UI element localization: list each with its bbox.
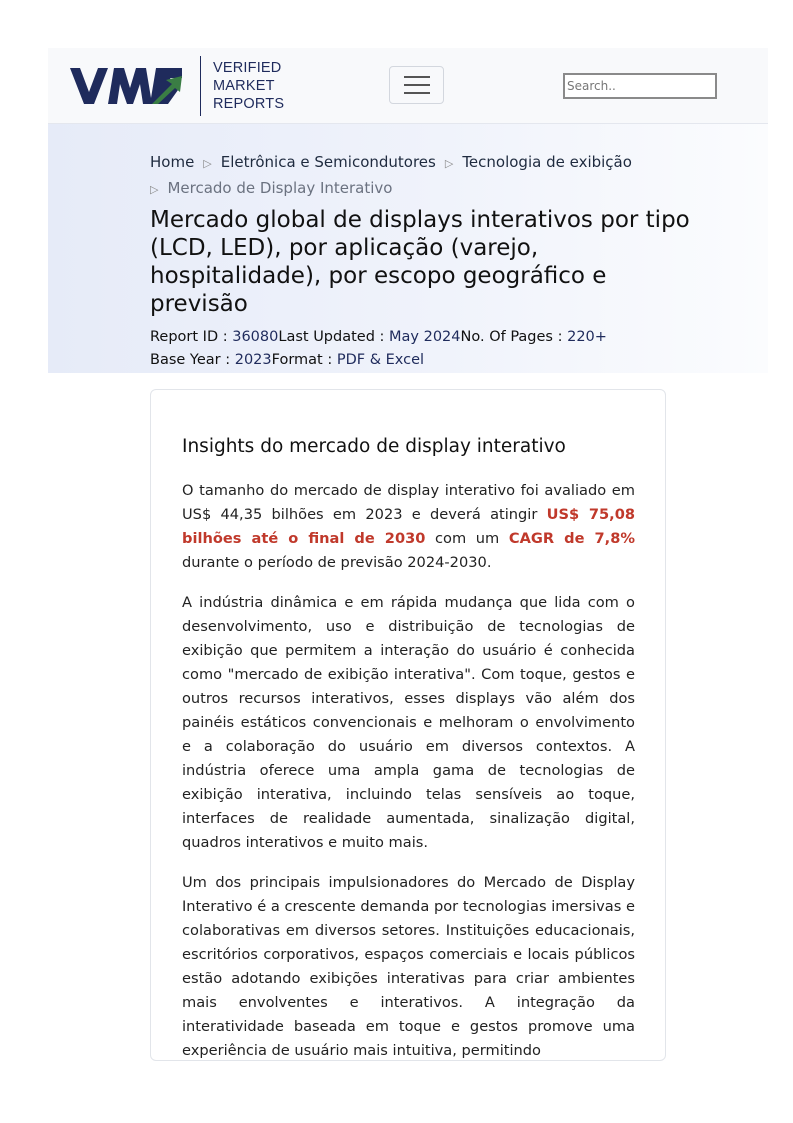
insights-heading: Insights do mercado de display interativo xyxy=(182,436,566,457)
logo[interactable] xyxy=(70,56,284,116)
hamburger-icon-bar xyxy=(404,92,430,94)
chevron-right-icon: ▷ xyxy=(444,157,454,170)
insights-paragraph-3: Um dos principais impulsionadores do Mercado de Display Interativo é a crescente demanda por tecnologias imersivas e colaborativas em diversos setores. Instituições educacionais, escritórios corporativos, espaços comerciais e locais públicos estão adotando exibições interativas para criar ambientes mais envolventes e interativos. A integração da interatividade baseada em toque e gestos promove uma experiência de usuário mais intuitiva, permitindo xyxy=(182,874,635,1059)
logo-wordmark xyxy=(213,59,284,113)
last-updated-label: Last Updated : xyxy=(278,329,390,345)
breadcrumb-current: Mercado de Display Interativo xyxy=(167,179,393,197)
vmr-logo-icon xyxy=(70,66,186,106)
p1-text-a: O tamanho do mercado de display interativo foi avaliado em US$ 44,35 bilhões em 2023 e deverá atingir xyxy=(182,482,635,523)
base-year-label: Base Year : xyxy=(150,352,235,368)
report-meta xyxy=(150,326,607,372)
format-value: PDF & Excel xyxy=(336,352,425,368)
insights-paragraph-2: A indústria dinâmica e em rápida mudança que lida com o desenvolvimento, uso e distribuição de tecnologias de exibição que permitem a interação do usuário é conhecida como "mercado de exibição interativa". Com toque, gestos e outros recursos interativos, esses displays vão além dos painéis estáticos convencionais e melhoram o envolvimento e a colaboração do usuário em diversos contextos. A indústria oferece uma ampla gama de tecnologias de exibição interativa, incluindo telas sensíveis ao toque, interfaces de realidade aumentada, sinalização digital, quadros interativos e muito mais. xyxy=(182,594,635,851)
format-label: Format : xyxy=(271,352,337,368)
insights-paragraph-1 xyxy=(182,479,635,575)
p1-text-b: com um xyxy=(425,530,509,547)
logo-divider xyxy=(200,56,201,116)
hamburger-icon xyxy=(404,76,430,78)
search-input[interactable] xyxy=(563,73,717,99)
report-meta-row-1 xyxy=(150,326,607,349)
page-title: Mercado global de displays interativos por tipo (LCD, LED), por aplicação (varejo, hospitalidade), por escopo geográfico e previsão xyxy=(150,207,690,317)
chevron-right-icon: ▷ xyxy=(203,157,212,170)
highlight-forecast-value: US$ 75,08 bilhões até o final de 2030 xyxy=(182,506,636,547)
logo-line-1: VERIFIED xyxy=(213,60,282,76)
pages-label: No. Of Pages : xyxy=(460,329,568,345)
breadcrumb-subcategory[interactable]: Tecnologia de exibição xyxy=(462,153,632,171)
report-hero xyxy=(48,124,768,373)
insights-content xyxy=(182,434,635,1061)
last-updated-value: May 2024 xyxy=(389,329,461,345)
report-id-label: Report ID : xyxy=(150,329,233,345)
insights-card xyxy=(150,389,666,1061)
menu-toggle-button[interactable] xyxy=(389,66,444,104)
breadcrumb-category[interactable]: Eletrônica e Semicondutores xyxy=(220,153,436,171)
logo-line-3: REPORTS xyxy=(213,96,285,112)
base-year-value: 2023 xyxy=(234,352,272,368)
logo-line-2: MARKET xyxy=(213,78,275,94)
report-meta-row-2 xyxy=(150,349,607,372)
report-id-value: 36080 xyxy=(232,329,279,345)
highlight-cagr: CAGR de 7,8% xyxy=(508,530,635,547)
breadcrumb-home[interactable]: Home xyxy=(150,153,195,171)
breadcrumb xyxy=(150,150,670,202)
p1-text-c: durante o período de previsão 2024-2030. xyxy=(182,554,492,571)
pages-value: 220+ xyxy=(567,329,607,345)
chevron-right-icon: ▷ xyxy=(150,183,159,196)
hamburger-icon-bar xyxy=(404,84,430,86)
site-header xyxy=(48,48,768,124)
